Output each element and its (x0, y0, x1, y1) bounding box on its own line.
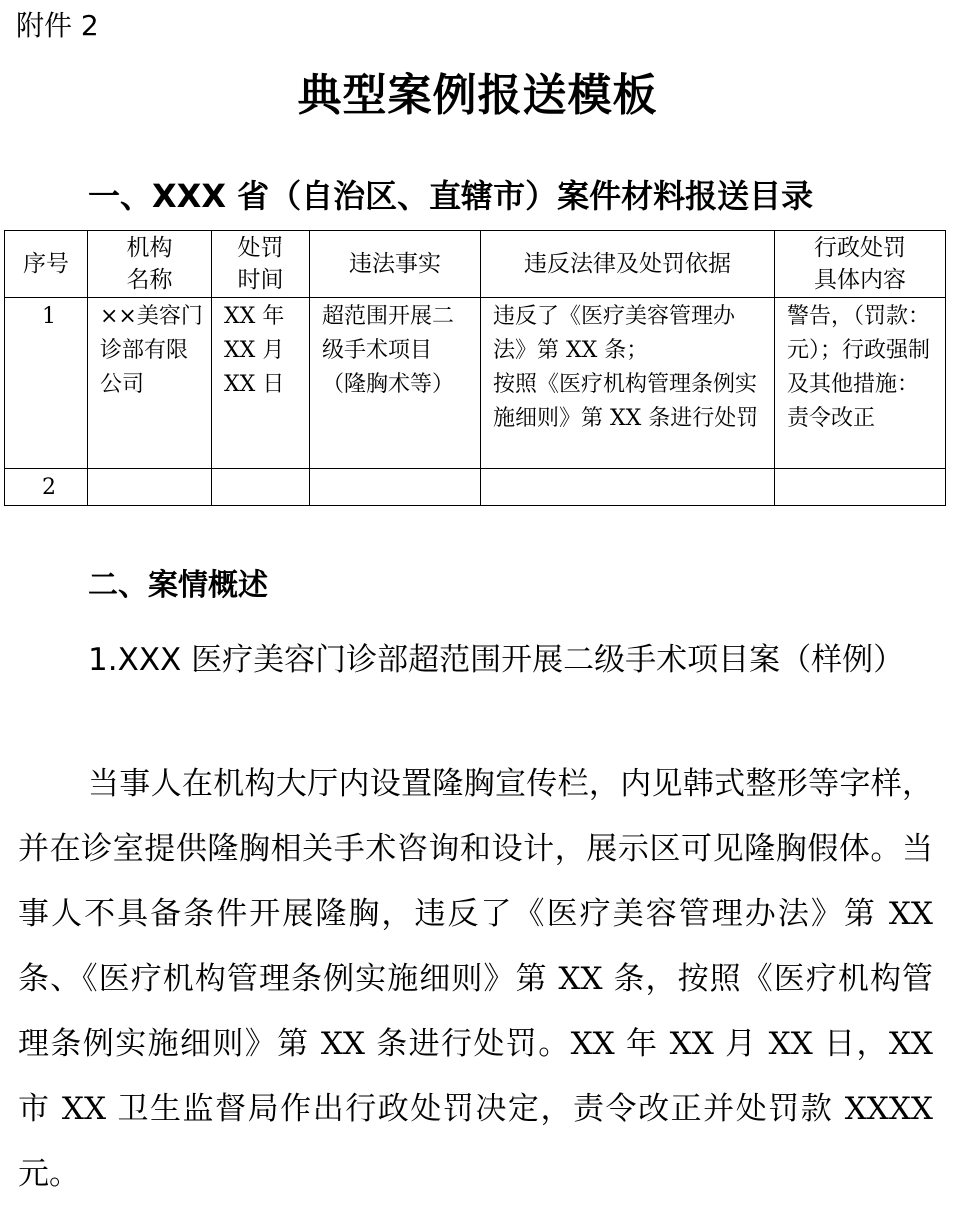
cell-seq: 2 (5, 469, 88, 506)
header-facts: 违法事实 (310, 231, 481, 298)
table-row (5, 469, 946, 506)
cell-time (212, 469, 310, 506)
case-title: 1.XXX 医疗美容门诊部超范围开展二级手术项目案（样例） (88, 642, 905, 678)
header-seq: 序号 (5, 231, 88, 298)
case-body-paragraph: 当事人在机构大厅内设置隆胸宣传栏，内见韩式整形等字样，并在诊室提供隆胸相关手术咨询和设计，展示区可见隆胸假体。当事人不具备条件开展隆胸，违反了《医疗美容管理办法》第 XX 条、《医疗机构管理条例实施细则》第 XX 条，按照《医疗机构管理条例实施细则》第 XX 条进行处罚。XX 年 XX 月 XX 日，XX 市 XX 卫生监督局作出行政处罚决定，责令改正并处罚款 XXXX 元。 (18, 766, 933, 1192)
document-title: 典型案例报送模板 (297, 70, 658, 121)
table-header-row (5, 231, 946, 298)
table-row (5, 298, 946, 469)
header-basis: 违反法律及处罚依据 (481, 231, 775, 298)
cell-time: XX 年 XX 月 XX 日 (212, 298, 310, 469)
case-table (4, 230, 946, 506)
attachment-label: 附件 2 (16, 9, 99, 42)
cell-facts: 超范围开展二级手术项目（隆胸术等） (310, 298, 481, 469)
cell-basis (481, 469, 775, 506)
cell-org (88, 469, 212, 506)
cell-facts (310, 469, 481, 506)
header-org: 机构 名称 (88, 231, 212, 298)
section1-heading: 一、XXX 省（自治区、直辖市）案件材料报送目录 (88, 177, 814, 215)
cell-seq: 1 (5, 298, 88, 469)
cell-content: 警告，（罚款： 元）；行政强制及其他措施：责令改正 (775, 298, 946, 469)
cell-org: ××美容门诊部有限公司 (88, 298, 212, 469)
header-content: 行政处罚 具体内容 (775, 231, 946, 298)
cell-basis: 违反了《医疗美容管理办法》第 XX 条； 按照《医疗机构管理条例实施细则》第 XX 条进行处罚 (481, 298, 775, 469)
section2-heading: 二、案情概述 (88, 568, 268, 603)
cell-content (775, 469, 946, 506)
header-time: 处罚 时间 (212, 231, 310, 298)
